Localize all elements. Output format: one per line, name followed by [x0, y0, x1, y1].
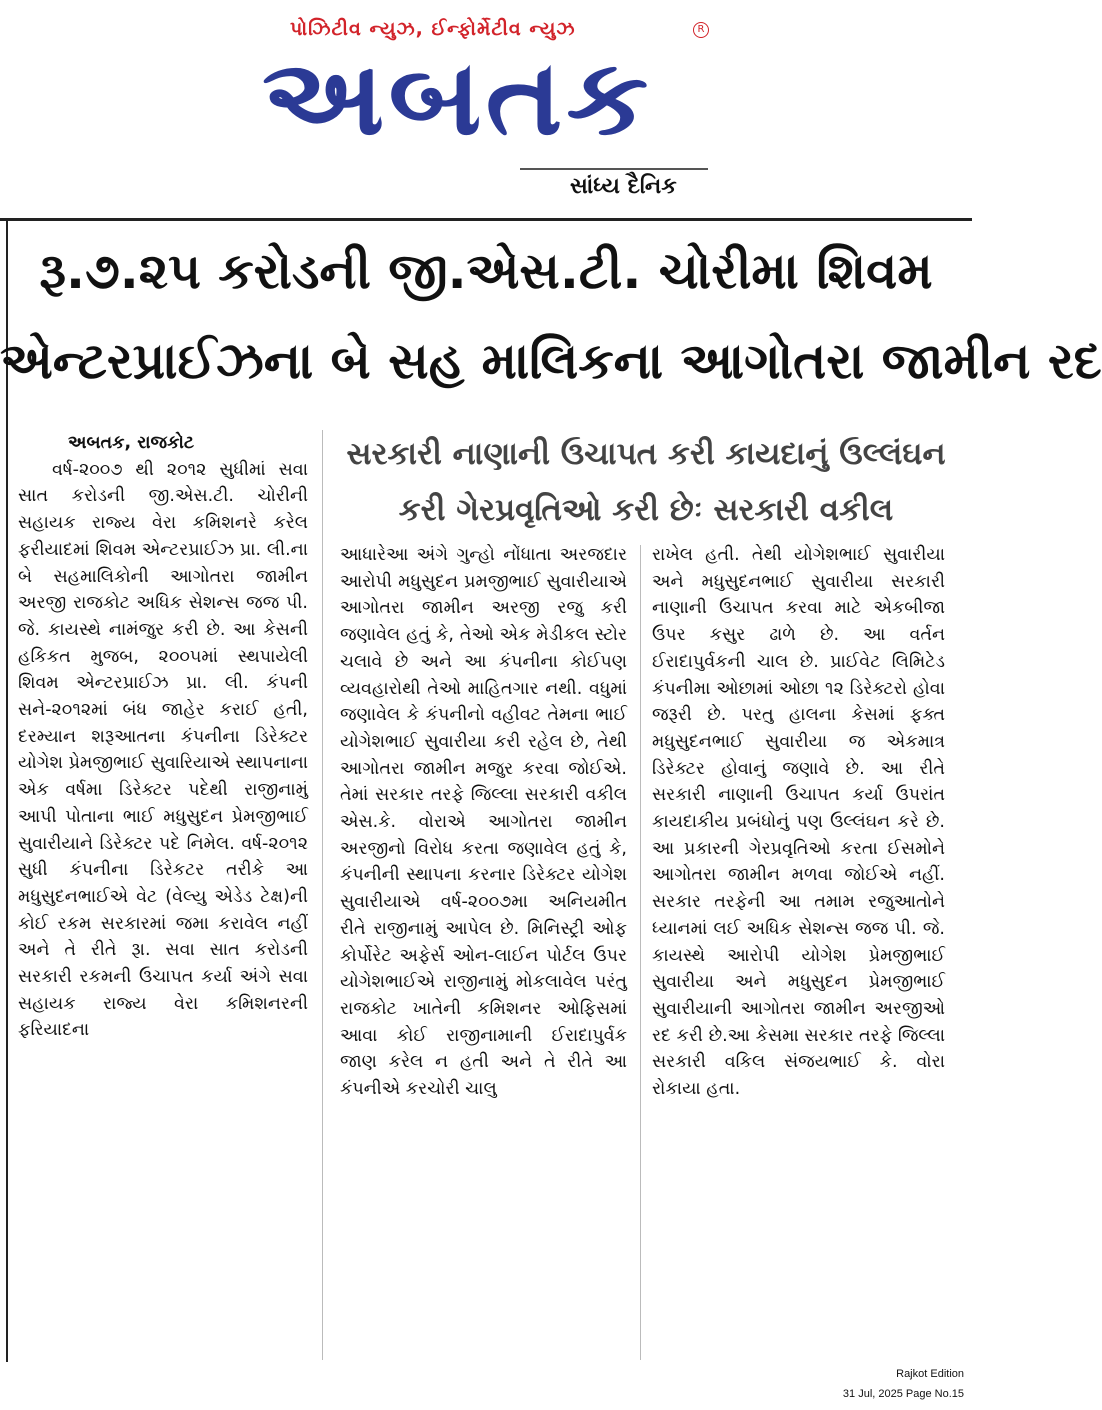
masthead-subtitle: સાંધ્ય દૈનિક: [570, 174, 677, 199]
newspaper-logo: અબતક: [262, 37, 653, 159]
subheadline-line-1: સરકારી નાણાની ઉચાપત કરી કાયદાનું ઉલ્લંઘન: [346, 436, 946, 472]
masthead-underline: [520, 168, 708, 170]
article-column-2: [340, 542, 627, 1103]
date-page-label: 31 Jul, 2025 Page No.15: [842, 1388, 964, 1400]
column-3-text: રાખેલ હતી. તેથી યોગેશભાઈ સુવારીયા અને મધુસુદનભાઈ સુવારીયા સરકારી નાણાની ઉચાપત કરવા માટે એકબીજા ઉપર કસુર ઢાળે છે. આ વર્તન ઈરાદાપુર્વકની ચાલ છે. પ્રાઈવેટ લિમિટેડ કંપનીમા ઓછામાં ઓછા ૧૨ ડિરેક્ટરો હોવા જરૂરી છે. પરતુ હાલના કેસમાં ફક્ત મધુસુદનભાઈ સુવારીયા જ એકમાત્ર ડિરેક્ટર હોવાનું જણાવે છે. આ રીતે સરકારી નાણાની ઉચાપત કર્યા ઉપરાંત કાયદાકીય પ્રબંધોનું પણ ઉલ્લંઘન કરે છે. આ પ્રકારની ગેરપ્રવૃતિઓ કરતા ઈસમોને આગોતરા જામીન મળવા જોઈએ નહીં. સરકાર તરફેની આ તમામ રજુઆતોને ધ્યાનમાં લઈ અધિક સેશન્સ જજ પી. જે. કાયસ્થે આરોપી યોગેશ પ્રેમજીભાઈ સુવારીયા અને મધુસુદન પ્રેમજીભાઈ સુવારીયાની આગોતરા જામીન અરજીઓ રદ કરી છે.આ કેસમા સરકાર તરફે જિલ્લા સરકારી વકિલ સંજયભાઈ કે. વોરા રોકાયા હતા.: [652, 545, 945, 1100]
subheadline-line-2: કરી ગેરપ્રવૃતિઓ કરી છેઃ સરકારી વકીલ: [398, 492, 894, 528]
edition-label: Rajkot Edition: [896, 1368, 964, 1380]
top-rule: [0, 218, 972, 221]
column-1-text: વર્ષ-૨૦૦૭ થી ૨૦૧૨ સુધીમાં સવા સાત કરોડની જી.એસ.ટી. ચોરીની સહાયક રાજ્ય વેરા કમિશનરે કરેલ ફરીયાદમાં શિવમ એન્ટરપ્રાઈઝ પ્રા. લી.ના બે સહમાલિકોની આગોતરા જામીન અરજી રાજકોટ અધિક સેશન્સ જજ પી. જે. કાયસ્થે નામંજુર કરી છે. આ કેસની હકિકત મુજબ, ૨૦૦૫માં સ્થપાયેલી શિવમ એન્ટરપ્રાઈઝ પ્રા. લી. કંપની સને-૨૦૧૨માં બંધ જાહેર કરાઈ હતી, દરમ્યાન શરૂઆતના કંપનીના ડિરેક્ટર યોગેશ પ્રેમજીભાઈ સુવારિયાએ સ્થાપનાના એક વર્ષમા ડિરેક્ટર પદેથી રાજીનામું આપી પોતાના ભાઈ મધુસુદન પ્રેમજીભાઈ સુવારીયાને ડિરેક્ટર પદે નિમેલ. વર્ષ-૨૦૧૨ સુધી કંપનીના ડિરેકટર તરીકે આ મધુસુદનભાઈએ વેટ (વેલ્યુ એડેડ ટેક્ષ)ની કોઈ રકમ સરકારમાં જમા કરાવેલ નહીં અને તે રીતે રૂા. સવા સાત કરોડની સરકારી રકમની ઉચાપત કર્યા અંગે સવા સહાયક રાજ્ય વેરા કમિશનરની ફરિયાદના: [18, 459, 308, 1041]
masthead: [0, 0, 972, 218]
article-column-1: [18, 430, 308, 1044]
dateline: અબતક, રાજકોટ: [68, 433, 195, 453]
column-2-text: આધારેઆ અંગે ગુન્હો નોંધાતા અરજદાર આરોપી મધુસુદન પ્રમજીભાઈ સુવારીયાએ આગોતરા જામીન અરજી રજુ કરી જણાવેલ હતું કે, તેઓ એક મેડીકલ સ્ટોર ચલાવે છે અને આ કંપનીના કોઈપણ વ્યવહારોથી તેઓ માહિતગાર નથી. વધુમાં જણાવેલ કે કંપનીનો વહીવટ તેમના ભાઈ યોગેશભાઈ સુવારીયા કરી રહેલ છે, તેથી આગોતરા જામીન મજુર કરવા જોઈએ. તેમાં સરકાર તરફે જિલ્લા સરકારી વકીલ એસ.કે. વોરાએ આગોતરા જામીન અરજીનો વિરોધ કરતા જણાવેલ હતું કે, કંપનીની સ્થાપના કરનાર ડિરેક્ટર યોગેશ સુવારીયાએ વર્ષ-૨૦૦૭મા અનિયમીત રીતે રાજીનામું આપેલ છે. મિનિસ્ટ્રી ઓફ કોર્પોરેટ અફેર્સ ઓન-લાઈન પોર્ટલ ઉપર યોગેશભાઈએ રાજીનામું મોકલાવેલ પરંતુ રાજકોટ ખાતેની કમિશનર ઓફિસમાં આવા કોઈ રાજીનામાની ઈરાદાપુર્વક જાણ કરેલ ન હતી અને તે રીતે આ કંપનીએ કરચોરી ચાલુ: [340, 545, 627, 1100]
registered-mark-icon: R: [693, 22, 709, 38]
column-divider: [640, 545, 641, 1360]
masthead-tagline: પોઝિટીવ ન્યુઝ, ઈન્ફોર્મેટીવ ન્યુઝ: [290, 18, 576, 40]
column-divider: [322, 430, 323, 1360]
headline-line-2: એન્ટરપ્રાઈઝના બે સહ માલિકના આગોતરા જામીન રદ: [0, 332, 1102, 390]
article-column-3: [652, 542, 945, 1103]
headline-line-1: રૂ.૭.૨૫ કરોડની જી.એસ.ટી. ચોરીમા શિવમ: [39, 242, 933, 300]
